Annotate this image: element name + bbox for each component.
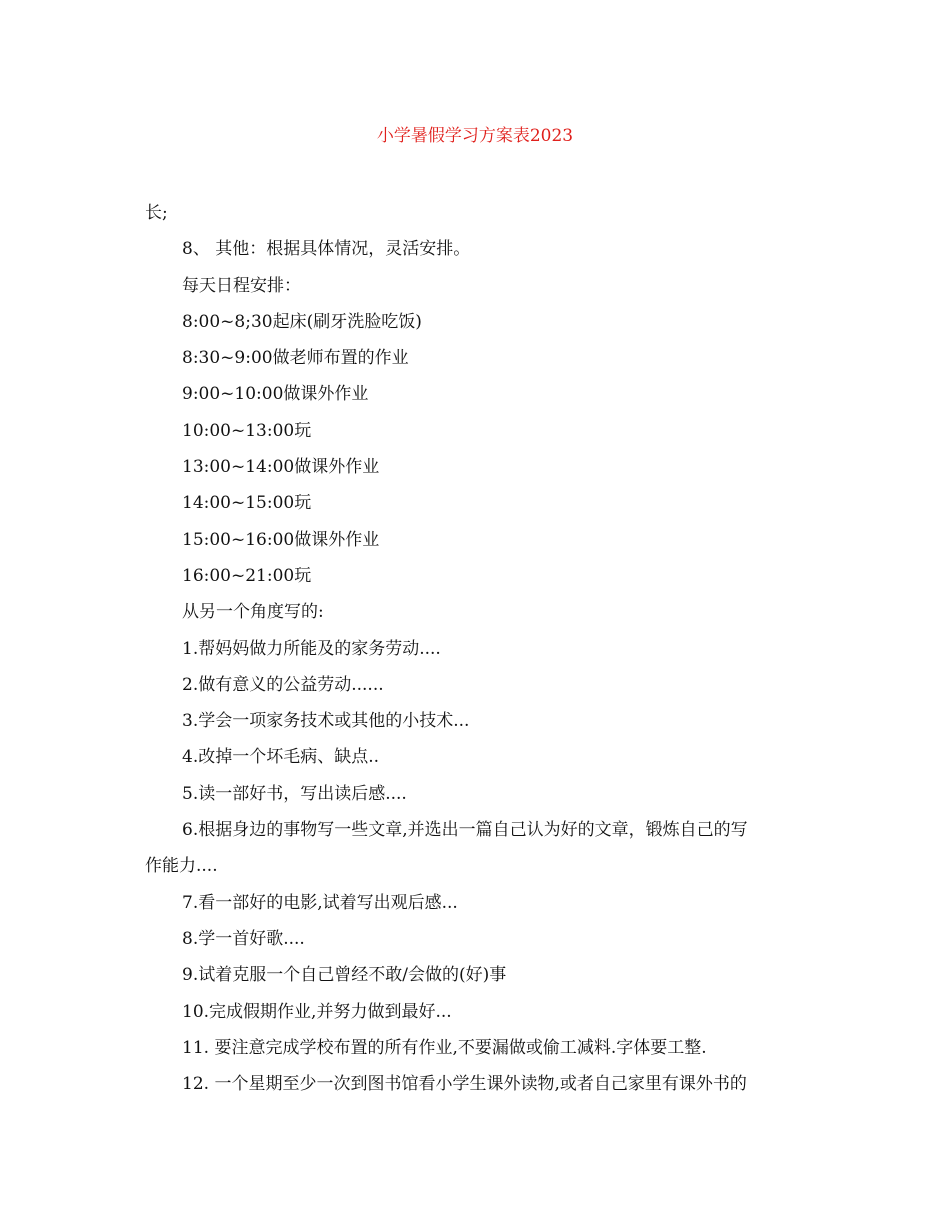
schedule-line: 8:30~9:00做老师布置的作业 <box>182 348 409 369</box>
schedule-line: 10:00~13:00玩 <box>182 420 312 441</box>
list-item: 8.学一首好歌.... <box>182 928 305 949</box>
schedule-line: 9:00~10:00做课外作业 <box>182 384 369 405</box>
list-item: 2.做有意义的公益劳动...... <box>182 674 384 695</box>
schedule-line: 16:00~21:00玩 <box>182 565 312 586</box>
list-item: 4.改掉一个坏毛病、缺点.. <box>182 747 380 768</box>
list-item: 5.读一部好书，写出读后感.... <box>182 783 407 804</box>
list-item: 9.试着克服一个自己曾经不敢/会做的(好)事 <box>182 965 507 986</box>
schedule-line: 15:00~16:00做课外作业 <box>182 529 380 550</box>
list-item: 3.学会一项家务技术或其他的小技术... <box>182 711 470 732</box>
document-body <box>145 195 815 1102</box>
text-line: 8、 其他：根据具体情况，灵活安排。 <box>182 239 471 260</box>
schedule-line: 8:00~8;30起床(刷牙洗脸吃饭) <box>182 311 422 332</box>
text-line: 长; <box>145 203 168 223</box>
list-item: 11. 要注意完成学校布置的所有作业,不要漏做或偷工减料.字体要工整. <box>182 1037 707 1058</box>
list-item: 1.帮妈妈做力所能及的家务劳动.... <box>182 638 441 659</box>
page-title: 小学暑假学习方案表2023 <box>376 126 574 146</box>
text-line: 每天日程安排： <box>182 275 301 296</box>
schedule-line: 14:00~15:00玩 <box>182 493 312 514</box>
list-item: 12. 一个星期至少一次到图书馆看小学生课外读物,或者自己家里有课外书的 <box>182 1074 747 1095</box>
schedule-line: 13:00~14:00做课外作业 <box>182 457 380 478</box>
list-item: 7.看一部好的电影,试着写出观后感... <box>182 892 458 913</box>
list-item-continuation: 作能力.... <box>145 856 218 877</box>
list-item: 6.根据身边的事物写一些文章,并选出一篇自己认为好的文章，锻炼自己的写 <box>182 820 748 841</box>
text-line: 从另一个角度写的: <box>182 602 324 623</box>
list-item: 10.完成假期作业,并努力做到最好... <box>182 1001 452 1022</box>
